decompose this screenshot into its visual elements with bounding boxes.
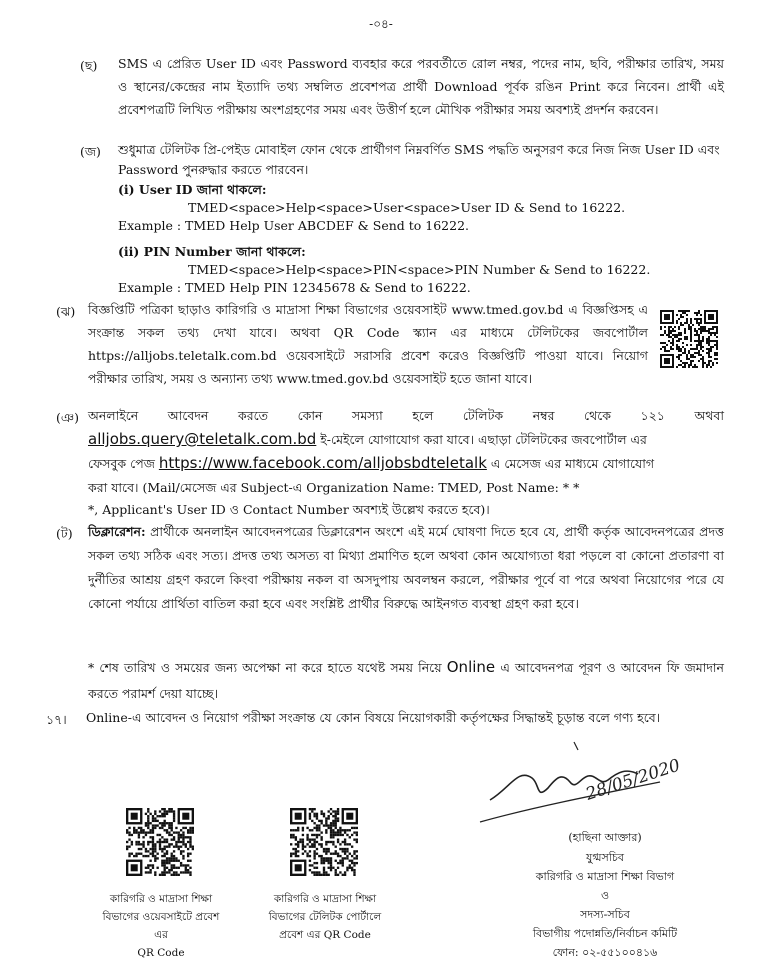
note-online: Online — [446, 658, 496, 676]
item-nya-line2-wrap — [88, 428, 738, 451]
pin-heading: (ii) PIN Number জানা থাকলে: — [118, 244, 306, 259]
deadline-note — [88, 654, 724, 707]
signature-date: 28/05/2020 — [583, 755, 683, 805]
item-marker: (ছ) — [80, 58, 98, 73]
qr-caption-website — [96, 890, 226, 962]
section-number: ১৭। — [46, 712, 67, 727]
qr-code-icon — [290, 808, 358, 876]
signatory-line: যুগ্মসচিব — [586, 851, 624, 864]
signatory-line: ফোন: ০২-৫৫১০০৪১৬ — [552, 946, 658, 959]
page-number: -০৪- — [369, 17, 393, 31]
item-nya-line5: *, Applicant's User ID ও Contact Number অবশ্যই উল্লেখ করতে হবে)। — [88, 502, 490, 517]
item-marker: (ঝ) — [56, 304, 76, 319]
caption-line: প্রবেশ এর QR Code — [279, 929, 371, 941]
qr-code-icon — [126, 808, 194, 876]
support-email-link[interactable]: alljobs.query@teletalk.com.bd — [88, 430, 317, 448]
facebook-page-link[interactable]: https://www.facebook.com/alljobsbdteletalk — [158, 454, 487, 472]
caption-line: কারিগরি ও মাদ্রাসা শিক্ষা — [109, 893, 213, 905]
signatory-line: সদস্য-সচিব — [580, 908, 630, 921]
qr-caption-teletalk — [258, 890, 392, 944]
item-nya-line1: অনলাইনে আবেদন করতে কোন সমস্যা হলে টেলিটক নম্বর থেকে ১২১ অথবা — [88, 408, 724, 423]
section-17-text: Online-এ আবেদন ও নিয়োগ পরীক্ষা সংক্রান্ত যে কোন বিষয়ে নিয়োগকারী কর্তৃপক্ষের সিদ্ধান্তই চূড়ান্ত বলে গণ্য হবে। — [86, 710, 661, 725]
item-nya-line3a: ফেসবুক পেজ — [88, 456, 159, 471]
pin-example: Example : TMED Help PIN 12345678 & Send to 16222. — [118, 280, 471, 295]
signatory-name: (হাছিনা আক্তার) — [568, 831, 642, 844]
pin-format: TMED<space>Help<space>PIN<space>PIN Number & Send to 16222. — [188, 262, 651, 277]
item-marker: (জ) — [80, 144, 101, 159]
user-id-heading: (i) User ID জানা থাকলে: — [118, 182, 267, 197]
declaration-label: ডিক্লারেশন: — [88, 524, 146, 539]
item-jha-text: বিজ্ঞপ্তিটি পত্রিকা ছাড়াও কারিগরি ও মাদ্রাসা শিক্ষা বিভাগের ওয়েবসাইট www.tmed.gov.bd এ বিজ্ঞপ্তিসহ এ সংক্রান্ত সকল তথ্য দেখা যাবে। অথবা QR Code স্ক্যান এর মাধ্যমে টেলিটকের জবপোর্টাল https://alljobs.teletalk.com.bd ওয়েবসাইটে সরাসরি প্রবেশ করেও বিজ্ঞপ্তিটি পাওয়া যাবে। নিয়োগ পরীক্ষার তারিখ, সময় ও অন্যান্য তথ্য www.tmed.gov.bd ওয়েবসাইট হতে জানা যাবে। — [88, 302, 648, 386]
caption-line: QR Code — [137, 947, 185, 959]
item-nya-line3b: এ মেসেজ এর মাধ্যমে যোগাযোগ — [486, 456, 655, 471]
item-ta-text: প্রার্থীকে অনলাইন আবেদনপত্রের ডিক্লারেশন অংশে এই মর্মে ঘোষণা দিতে হবে যে, প্রার্থী কর্তৃক আবেদনপত্রের প্রদত্ত সকল তথ্য সঠিক এবং সত্য। প্রদত্ত তথ্য অসত্য বা মিথ্যা প্রমাণিত হলে অথবা কোন অযোগ্যতা ধরা পড়লে বা কোনো প্রতারণা বা দুর্নীতির আশ্রয় গ্রহণ করলে কিংবা পরীক্ষায় নকল বা অসদুপায় অবলম্বন করলে, পরীক্ষার পূর্বে বা পরে অথবা নিয়োগের পরে যে কোনো পর্যায়ে প্রার্থিতা বাতিল করা হবে এবং সংশ্লিষ্ট প্রার্থীর বিরুদ্ধে আইনগত ব্যবস্থা গ্রহণ করা হবে। — [88, 524, 724, 611]
signatory-line: বিভাগীয় পদোন্নতি/নির্বাচন কমিটি — [532, 927, 678, 940]
signature-icon — [470, 738, 690, 828]
item-marker: (ট) — [56, 526, 73, 541]
qr-code-icon — [660, 310, 718, 368]
signatory-line: কারিগরি ও মাদ্রাসা শিক্ষা বিভাগ — [535, 870, 675, 883]
item-nya-line4: করা যাবে। (Mail/মেসেজ এর Subject-এ Organization Name: TMED, Post Name: * * — [88, 480, 580, 495]
item-nya-line3-wrap — [88, 452, 738, 475]
item-ta-wrap — [88, 520, 724, 616]
item-ja-text: শুধুমাত্র টেলিটক প্রি-পেইড মোবাইল ফোন থেকে প্রার্থীগণ নিম্নবর্ণিত SMS পদ্ধতি অনুসরণ করে নিজ নিজ User ID এবং Password পুনরুদ্ধার করতে পারবেন। — [118, 142, 720, 177]
item-cha-text: SMS এ প্রেরিত User ID এবং Password ব্যবহার করে পরবর্তীতে রোল নম্বর, পদের নাম, ছবি, পরীক্ষার তারিখ, সময় ও স্থানের/কেন্দ্রের নাম ইত্যাদি তথ্য সম্বলিত প্রবেশপত্র প্রার্থী Download পূর্বক রঙিন Print করে নিবেন। প্রার্থী এই প্রবেশপত্রটি লিখিত পরীক্ষায় অংশগ্রহণের সময় এবং উত্তীর্ণ হলে মৌখিক পরীক্ষার সময় অবশ্যই প্রদর্শন করবেন। — [118, 56, 724, 117]
user-id-format: TMED<space>Help<space>User<space>User ID & Send to 16222. — [188, 200, 626, 215]
item-marker: (ঞ) — [56, 410, 79, 425]
caption-line: বিভাগের ওয়েবসাইটে প্রবেশ এর — [102, 911, 220, 941]
caption-line: বিভাগের টেলিটক পোর্টালে — [268, 911, 382, 923]
caption-line: কারিগরি ও মাদ্রাসা শিক্ষা — [273, 893, 377, 905]
item-nya-line2: ই-মেইলে যোগাযোগ করা যাবে। এছাড়া টেলিটকের জবপোর্টাল এর — [316, 432, 647, 447]
user-id-example: Example : TMED Help User ABCDEF & Send to 16222. — [118, 218, 470, 233]
note-part1: * শেষ তারিখ ও সময়ের জন্য অপেক্ষা না করে হাতে যথেষ্ট সময় নিয়ে — [88, 660, 447, 675]
signatory-block — [480, 848, 730, 962]
signatory-line: ও — [600, 889, 610, 902]
note-part2: এ আবেদনপত্র পূরণ ও আবেদন ফি জমাদান করতে পরামর্শ দেয়া যাচ্ছে। — [88, 660, 724, 701]
